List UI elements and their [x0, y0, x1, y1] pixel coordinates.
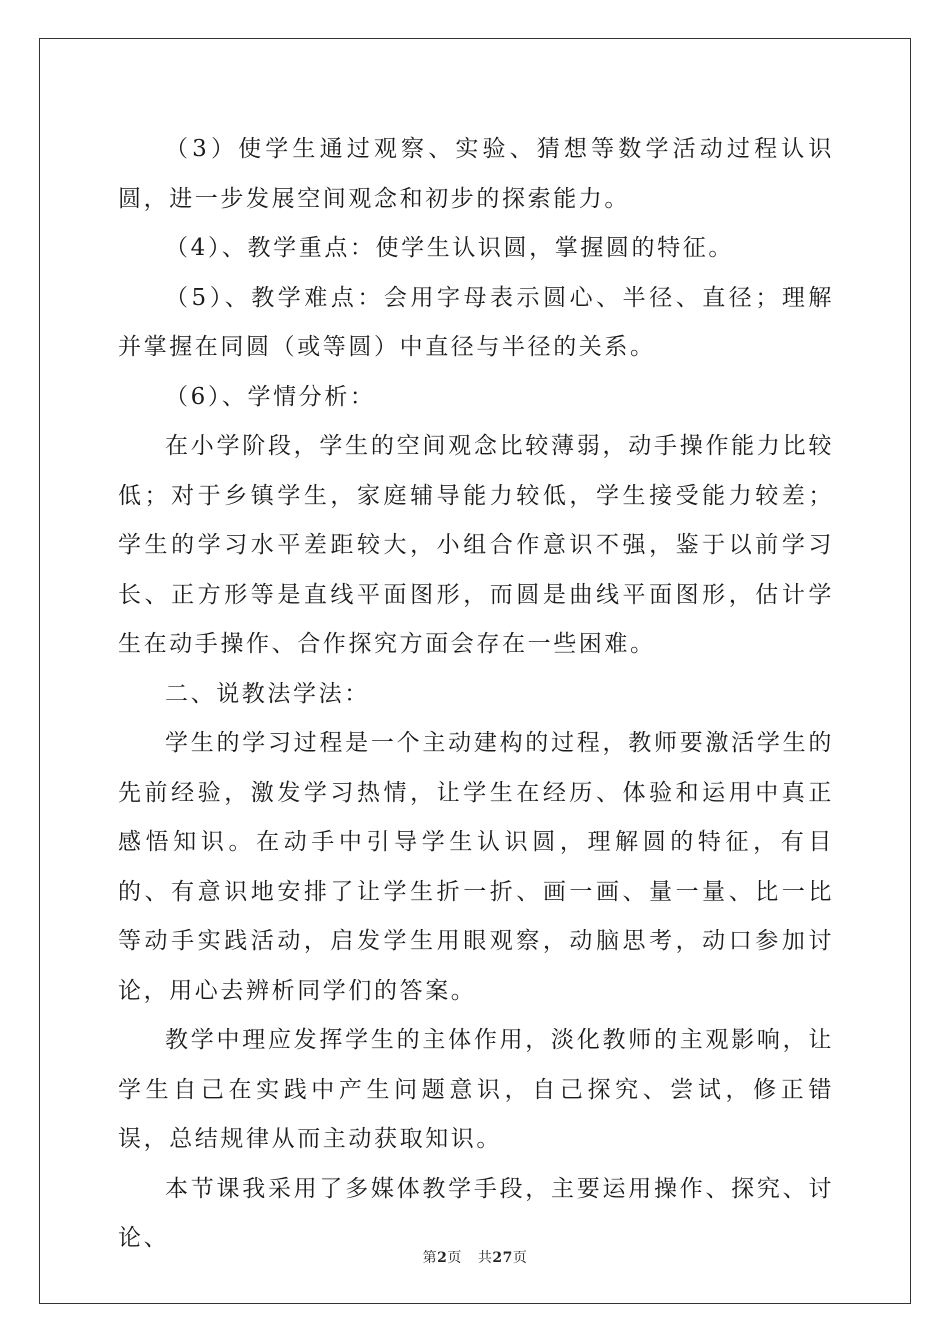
paragraph-learning-analysis-heading: （6）、学情分析：: [165, 383, 376, 410]
document-body: [118, 125, 834, 1264]
paragraph-learning-analysis: 在小学阶段，学生的空间观念比较薄弱，动手操作能力比较低；对于乡镇学生，家庭辅导能力较低，学生接受能力较差；学生的学习水平差距较大，小组合作意识不强，鉴于以前学习长、正方形等是直线平面图形，而圆是曲线平面图形，估计学生在动手操作、合作探究方面会存在一些困难。: [118, 433, 834, 657]
paragraph-teaching-difficulty: （5）、教学难点：会用字母表示圆心、半径、直径；理解并掌握在同圆（或等圆）中直径与半径的关系。: [118, 284, 834, 360]
paragraph-objective-3: （3）使学生通过观察、实验、猜想等数学活动过程认识圆，进一步发展空间观念和初步的探索能力。: [118, 136, 834, 212]
paragraph-teaching-focus: （4）、教学重点：使学生认识圆，掌握圆的特征。: [165, 235, 734, 261]
page-footer: [0, 1247, 950, 1267]
footer-total-prefix: 共: [477, 1250, 493, 1266]
footer-page-prefix: 第: [422, 1250, 438, 1266]
footer-total-pages: 27: [492, 1250, 513, 1266]
paragraph-methods-2: 教学中理应发挥学生的主体作用，淡化教师的主观影响，让学生自己在实践中产生问题意识，自己探究、尝试，修正错误，总结规律从而主动获取知识。: [118, 1027, 834, 1152]
footer-total-suffix: 页: [512, 1250, 528, 1266]
footer-page-suffix: 页: [447, 1250, 462, 1266]
footer-page-number: 2: [437, 1250, 448, 1266]
paragraph-methods-1: 学生的学习过程是一个主动建构的过程，教师要激活学生的先前经验，激发学习热情，让学生在经历、体验和运用中真正感悟知识。在动手中引导学生认识圆，理解圆的特征，有目的、有意识地安排了让学生折一折、画一画、量一量、比一比等动手实践活动，启发学生用眼观察，动脑思考，动口参加讨论，用心去辨析同学们的答案。: [118, 730, 834, 1004]
section-heading-methods: 二、说教法学法：: [165, 680, 370, 707]
paragraph-methods-3: 本节课我采用了多媒体教学手段，主要运用操作、探究、讨论、: [118, 1175, 834, 1251]
